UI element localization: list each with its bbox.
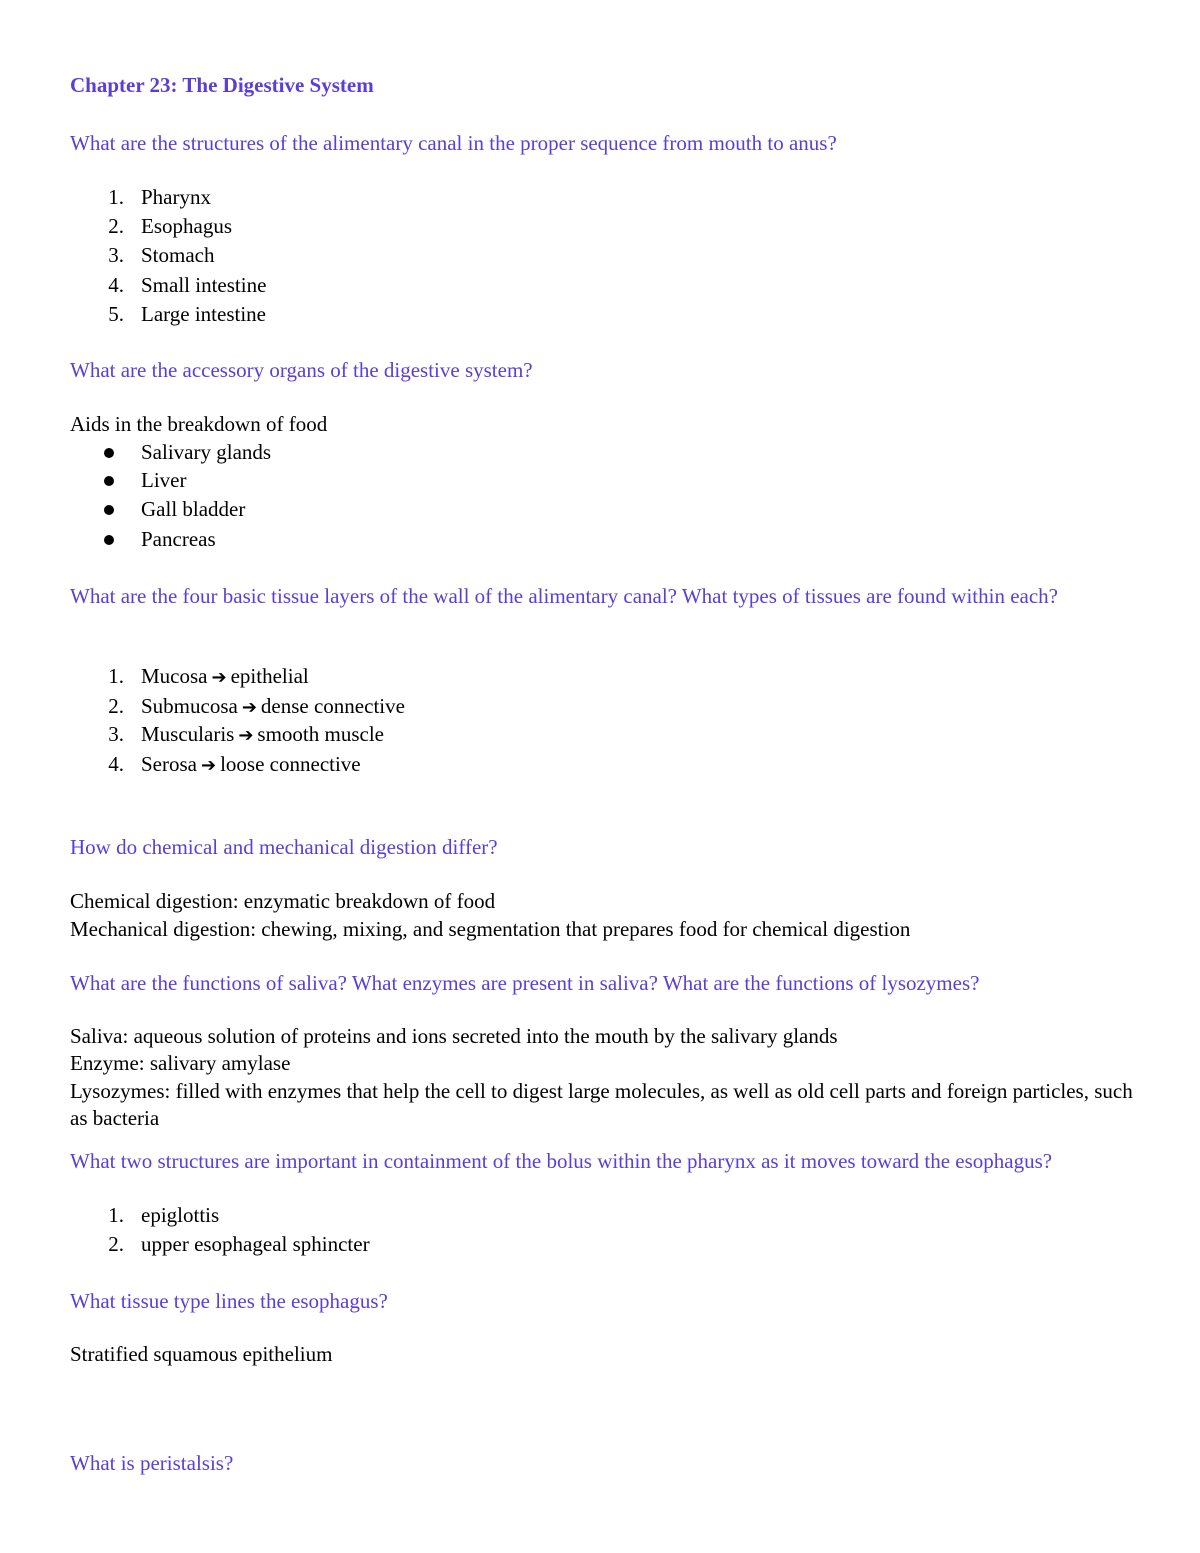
question-tissue-layers: What are the four basic tissue layers of the wall of the alimentary canal? What types of tissues are found within each? xyxy=(70,584,1058,608)
answer-line: Stratified squamous epithelium xyxy=(70,1342,333,1366)
question-accessory-organs: What are the accessory organs of the digestive system? xyxy=(70,358,533,382)
list-item: Liver xyxy=(141,468,187,492)
list-item: Large intestine xyxy=(141,302,266,326)
tissue-name: dense connective xyxy=(260,694,405,718)
list-item: Gall bladder xyxy=(141,497,246,521)
layer-name: Mucosa xyxy=(141,664,208,688)
list-number: 2. xyxy=(108,214,124,238)
question-saliva: What are the functions of saliva? What enzymes are present in saliva? What are the functions of lysozymes? xyxy=(70,971,980,995)
list-item: Pharynx xyxy=(141,185,211,209)
list-number: 4. xyxy=(108,273,124,297)
question-digestion-types: How do chemical and mechanical digestion differ? xyxy=(70,835,498,859)
question-alimentary-sequence: What are the structures of the alimentary canal in the proper sequence from mouth to anus? xyxy=(70,131,837,155)
layer-name: Muscularis xyxy=(141,722,235,746)
page-title: Chapter 23: The Digestive System xyxy=(70,73,374,97)
list-item: Esophagus xyxy=(141,214,232,238)
question-esophagus-tissue: What tissue type lines the esophagus? xyxy=(70,1289,388,1313)
list-number: 1. xyxy=(108,185,124,209)
answer-intro: Aids in the breakdown of food xyxy=(70,412,328,436)
list-number: 1. xyxy=(108,1203,124,1227)
tissue-name: epithelial xyxy=(230,664,309,688)
list-item xyxy=(141,663,309,691)
answer-line: Enzyme: salivary amylase xyxy=(70,1051,291,1075)
list-item xyxy=(141,693,405,721)
list-number: 3. xyxy=(108,722,124,746)
answer-line: Mechanical digestion: chewing, mixing, and segmentation that prepares food for chemical digestion xyxy=(70,917,911,941)
bullet-icon xyxy=(104,476,114,486)
bullet-icon xyxy=(104,448,114,458)
list-item xyxy=(141,751,361,779)
answer-line: Lysozymes: filled with enzymes that help the cell to digest large molecules, as well as old cell parts and foreign particles, such as bacteria xyxy=(70,1079,1133,1130)
answer-line: Saliva: aqueous solution of proteins and ions secreted into the mouth by the salivary glands xyxy=(70,1024,838,1048)
list-number: 3. xyxy=(108,243,124,267)
question-peristalsis: What is peristalsis? xyxy=(70,1451,234,1475)
question-bolus-containment: What two structures are important in containment of the bolus within the pharynx as it moves toward the esophagus? xyxy=(70,1149,1053,1173)
list-item xyxy=(141,721,384,749)
answer-line: Chemical digestion: enzymatic breakdown of food xyxy=(70,889,496,913)
list-item: Pancreas xyxy=(141,527,216,551)
list-number: 1. xyxy=(108,664,124,688)
list-number: 4. xyxy=(108,752,124,776)
list-item: epiglottis xyxy=(141,1203,220,1227)
list-item: Small intestine xyxy=(141,273,267,297)
tissue-name: smooth muscle xyxy=(257,722,384,746)
arrow-right-icon: ➔ xyxy=(238,725,254,746)
list-number: 2. xyxy=(108,694,124,718)
layer-name: Serosa xyxy=(141,752,197,776)
bullet-icon xyxy=(104,505,114,515)
arrow-right-icon: ➔ xyxy=(241,697,257,718)
list-item: Stomach xyxy=(141,243,215,267)
arrow-right-icon: ➔ xyxy=(211,667,227,688)
arrow-right-icon: ➔ xyxy=(201,755,217,776)
tissue-name: loose connective xyxy=(220,752,361,776)
list-number: 5. xyxy=(108,302,124,326)
layer-name: Submucosa xyxy=(141,694,238,718)
list-number: 2. xyxy=(108,1232,124,1256)
list-item: upper esophageal sphincter xyxy=(141,1232,370,1256)
list-item: Salivary glands xyxy=(141,440,272,464)
bullet-icon xyxy=(104,535,114,545)
